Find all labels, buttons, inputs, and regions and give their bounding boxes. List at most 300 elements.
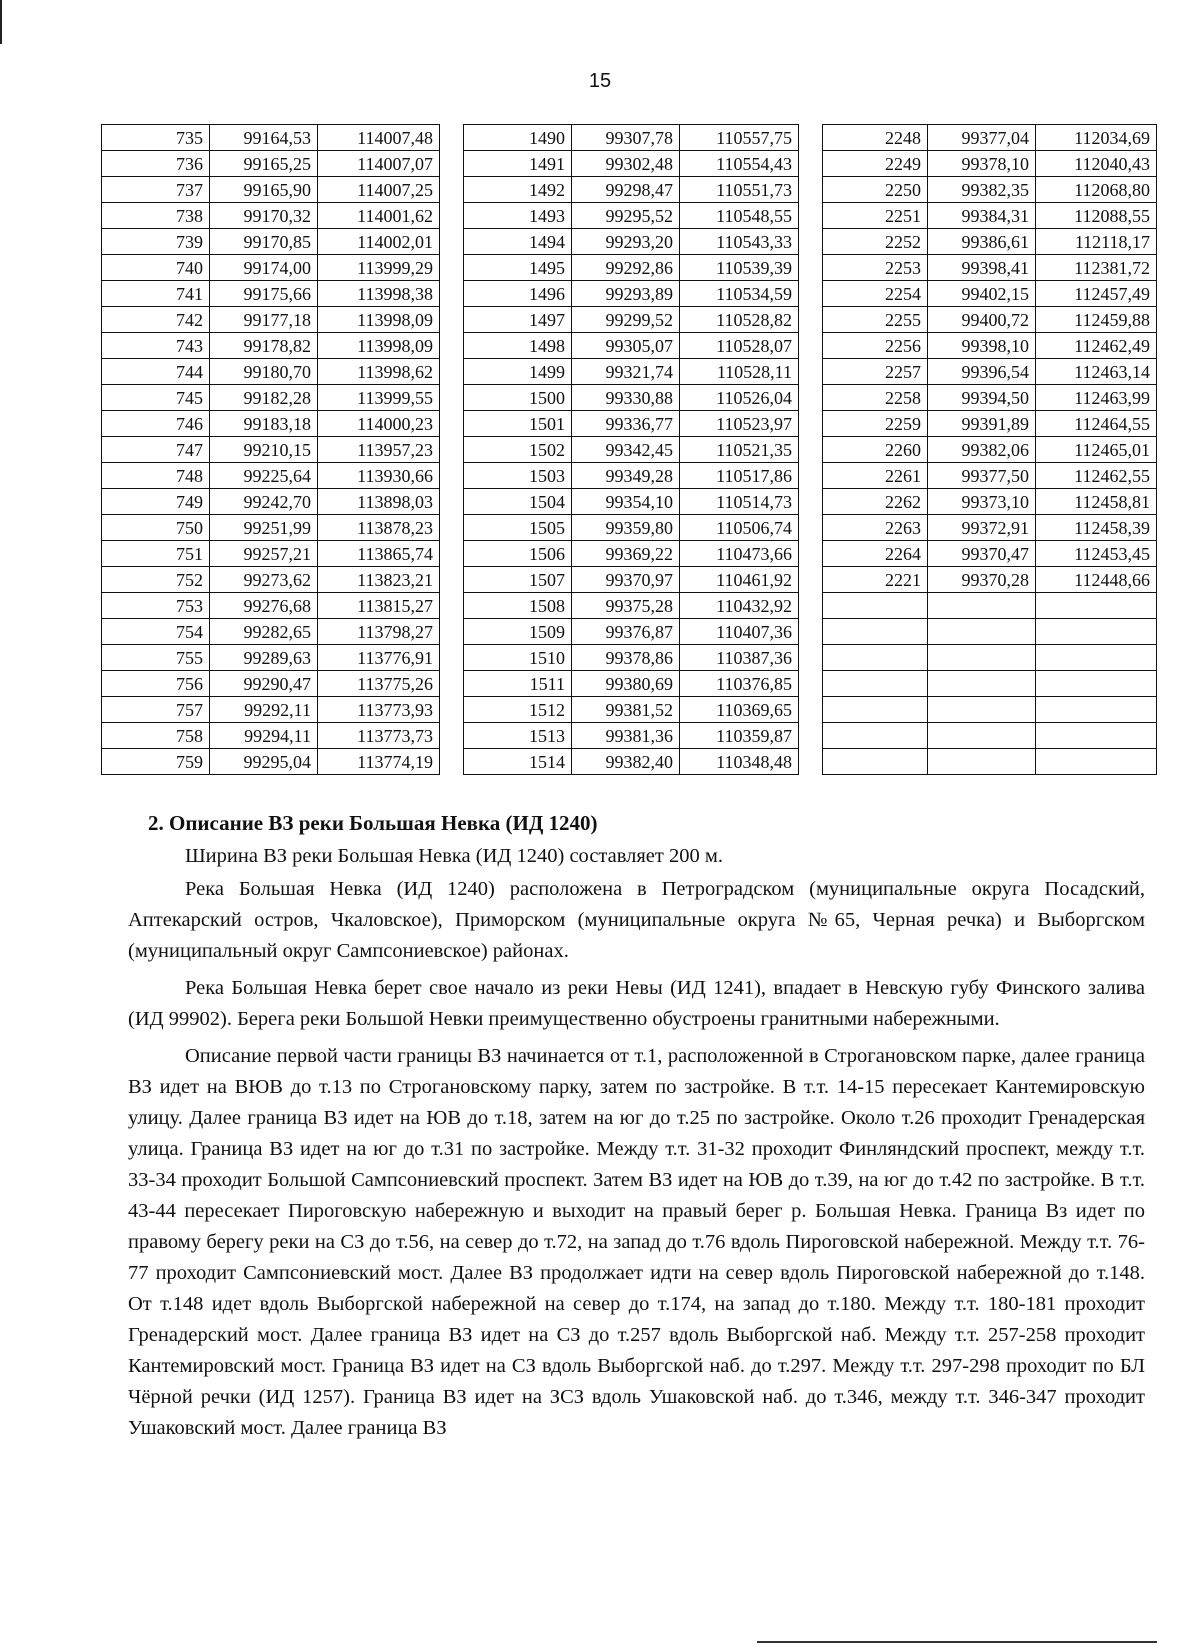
- x-coordinate-cell: 99398,41: [928, 255, 1036, 281]
- table-row: [102, 151, 440, 177]
- table-row: [102, 723, 440, 749]
- x-coordinate-cell: 99294,11: [210, 723, 318, 749]
- y-coordinate-cell: 112463,14: [1036, 359, 1157, 385]
- point-number-cell: 756: [102, 671, 210, 697]
- table-row: [823, 385, 1157, 411]
- x-coordinate-cell: 99251,99: [210, 515, 318, 541]
- table-row: [464, 697, 799, 723]
- table-row: [823, 567, 1157, 593]
- point-number-cell: 758: [102, 723, 210, 749]
- table-row: [102, 541, 440, 567]
- point-number-cell: 2251: [823, 203, 928, 229]
- y-coordinate-cell: 113898,03: [318, 489, 440, 515]
- x-coordinate-cell: 99307,78: [572, 125, 680, 151]
- y-coordinate-cell: 113957,23: [318, 437, 440, 463]
- table-row: [823, 515, 1157, 541]
- table-row: [102, 463, 440, 489]
- point-number-cell: 2260: [823, 437, 928, 463]
- y-coordinate-cell: [1036, 671, 1157, 697]
- point-number-cell: 738: [102, 203, 210, 229]
- table-row: [464, 203, 799, 229]
- table-row: [102, 203, 440, 229]
- table-row: [823, 177, 1157, 203]
- x-coordinate-cell: [928, 697, 1036, 723]
- point-number-cell: 1507: [464, 567, 572, 593]
- x-coordinate-cell: 99174,00: [210, 255, 318, 281]
- y-coordinate-cell: 110461,92: [680, 567, 799, 593]
- point-number-cell: 1491: [464, 151, 572, 177]
- point-number-cell: 759: [102, 749, 210, 775]
- point-number-cell: 1499: [464, 359, 572, 385]
- x-coordinate-cell: 99170,32: [210, 203, 318, 229]
- y-coordinate-cell: [1036, 645, 1157, 671]
- y-coordinate-cell: 112448,66: [1036, 567, 1157, 593]
- x-coordinate-cell: 99292,11: [210, 697, 318, 723]
- y-coordinate-cell: 114001,62: [318, 203, 440, 229]
- point-number-cell: 755: [102, 645, 210, 671]
- y-coordinate-cell: 110526,04: [680, 385, 799, 411]
- y-coordinate-cell: 112459,88: [1036, 307, 1157, 333]
- table-row: [102, 437, 440, 463]
- x-coordinate-cell: 99180,70: [210, 359, 318, 385]
- x-coordinate-cell: 99295,04: [210, 749, 318, 775]
- x-coordinate-cell: 99295,52: [572, 203, 680, 229]
- y-coordinate-cell: [1036, 749, 1157, 775]
- point-number-cell: 742: [102, 307, 210, 333]
- point-number-cell: 1492: [464, 177, 572, 203]
- x-coordinate-cell: 99370,47: [928, 541, 1036, 567]
- y-coordinate-cell: 110548,55: [680, 203, 799, 229]
- x-coordinate-cell: 99394,50: [928, 385, 1036, 411]
- x-coordinate-cell: 99225,64: [210, 463, 318, 489]
- y-coordinate-cell: 110528,07: [680, 333, 799, 359]
- point-number-cell: [823, 593, 928, 619]
- table-row: [102, 489, 440, 515]
- point-number-cell: 757: [102, 697, 210, 723]
- table-row: [823, 593, 1157, 619]
- table-row: [823, 203, 1157, 229]
- x-coordinate-cell: [928, 645, 1036, 671]
- point-number-cell: 1501: [464, 411, 572, 437]
- table-row: [102, 515, 440, 541]
- y-coordinate-cell: 114007,07: [318, 151, 440, 177]
- point-number-cell: 1494: [464, 229, 572, 255]
- point-number-cell: 749: [102, 489, 210, 515]
- y-coordinate-cell: 114007,25: [318, 177, 440, 203]
- coordinates-table-2: [463, 124, 799, 775]
- table-row: [823, 697, 1157, 723]
- y-coordinate-cell: 113775,26: [318, 671, 440, 697]
- table-row: [823, 619, 1157, 645]
- point-number-cell: 2257: [823, 359, 928, 385]
- point-number-cell: [823, 697, 928, 723]
- y-coordinate-cell: 110432,92: [680, 593, 799, 619]
- table-row: [823, 541, 1157, 567]
- x-coordinate-cell: 99293,89: [572, 281, 680, 307]
- x-coordinate-cell: 99257,21: [210, 541, 318, 567]
- x-coordinate-cell: [928, 723, 1036, 749]
- point-number-cell: [823, 723, 928, 749]
- y-coordinate-cell: 113773,93: [318, 697, 440, 723]
- section-title: 2. Описание ВЗ реки Большая Невка (ИД 1240): [148, 811, 598, 835]
- point-number-cell: 743: [102, 333, 210, 359]
- x-coordinate-cell: 99177,18: [210, 307, 318, 333]
- table-row: [823, 463, 1157, 489]
- x-coordinate-cell: 99164,53: [210, 125, 318, 151]
- point-number-cell: 1493: [464, 203, 572, 229]
- point-number-cell: 1495: [464, 255, 572, 281]
- y-coordinate-cell: 113998,62: [318, 359, 440, 385]
- table-row: [102, 359, 440, 385]
- point-number-cell: 2264: [823, 541, 928, 567]
- x-coordinate-cell: [928, 671, 1036, 697]
- point-number-cell: 2250: [823, 177, 928, 203]
- x-coordinate-cell: 99302,48: [572, 151, 680, 177]
- table-row: [102, 411, 440, 437]
- y-coordinate-cell: 112457,49: [1036, 281, 1157, 307]
- table-row: [464, 255, 799, 281]
- point-number-cell: 1500: [464, 385, 572, 411]
- table-row: [102, 307, 440, 333]
- point-number-cell: 1509: [464, 619, 572, 645]
- y-coordinate-cell: 110359,87: [680, 723, 799, 749]
- x-coordinate-cell: 99372,91: [928, 515, 1036, 541]
- y-coordinate-cell: 110407,36: [680, 619, 799, 645]
- y-coordinate-cell: [1036, 619, 1157, 645]
- x-coordinate-cell: 99293,20: [572, 229, 680, 255]
- y-coordinate-cell: 113823,21: [318, 567, 440, 593]
- table-row: [464, 463, 799, 489]
- y-coordinate-cell: 112040,43: [1036, 151, 1157, 177]
- x-coordinate-cell: 99384,31: [928, 203, 1036, 229]
- x-coordinate-cell: 99386,61: [928, 229, 1036, 255]
- x-coordinate-cell: 99400,72: [928, 307, 1036, 333]
- x-coordinate-cell: 99165,25: [210, 151, 318, 177]
- y-coordinate-cell: 113998,38: [318, 281, 440, 307]
- x-coordinate-cell: 99370,28: [928, 567, 1036, 593]
- table-row: [464, 151, 799, 177]
- y-coordinate-cell: 110551,73: [680, 177, 799, 203]
- x-coordinate-cell: 99381,52: [572, 697, 680, 723]
- x-coordinate-cell: 99381,36: [572, 723, 680, 749]
- point-number-cell: 741: [102, 281, 210, 307]
- point-number-cell: 754: [102, 619, 210, 645]
- x-coordinate-cell: 99378,10: [928, 151, 1036, 177]
- x-coordinate-cell: 99305,07: [572, 333, 680, 359]
- point-number-cell: 2255: [823, 307, 928, 333]
- y-coordinate-cell: 113776,91: [318, 645, 440, 671]
- y-coordinate-cell: 113798,27: [318, 619, 440, 645]
- point-number-cell: [823, 619, 928, 645]
- table-row: [823, 411, 1157, 437]
- x-coordinate-cell: [928, 749, 1036, 775]
- x-coordinate-cell: [928, 619, 1036, 645]
- y-coordinate-cell: 114000,23: [318, 411, 440, 437]
- table-row: [464, 489, 799, 515]
- x-coordinate-cell: 99299,52: [572, 307, 680, 333]
- x-coordinate-cell: 99391,89: [928, 411, 1036, 437]
- point-number-cell: 1513: [464, 723, 572, 749]
- y-coordinate-cell: 110528,11: [680, 359, 799, 385]
- paragraph: Река Большая Невка (ИД 1240) расположена в Петроградском (муниципальные округа Посадский, Аптекарский остров, Чкаловское), Приморском (муниципальные округа №65, Черная речка) и Выборгском (муниципальный округ Сампсониевское) районах.: [128, 878, 1145, 962]
- table-row: [464, 385, 799, 411]
- point-number-cell: 747: [102, 437, 210, 463]
- x-coordinate-cell: 99376,87: [572, 619, 680, 645]
- point-number-cell: 1512: [464, 697, 572, 723]
- y-coordinate-cell: 112463,99: [1036, 385, 1157, 411]
- y-coordinate-cell: 112068,80: [1036, 177, 1157, 203]
- point-number-cell: 752: [102, 567, 210, 593]
- table-row: [464, 307, 799, 333]
- table-row: [823, 489, 1157, 515]
- x-coordinate-cell: 99378,86: [572, 645, 680, 671]
- y-coordinate-cell: 112462,49: [1036, 333, 1157, 359]
- y-coordinate-cell: 112088,55: [1036, 203, 1157, 229]
- y-coordinate-cell: 110514,73: [680, 489, 799, 515]
- x-coordinate-cell: 99292,86: [572, 255, 680, 281]
- y-coordinate-cell: 110543,33: [680, 229, 799, 255]
- point-number-cell: 2258: [823, 385, 928, 411]
- table-row: [464, 359, 799, 385]
- table-row: [102, 177, 440, 203]
- y-coordinate-cell: 112458,81: [1036, 489, 1157, 515]
- point-number-cell: 750: [102, 515, 210, 541]
- y-coordinate-cell: [1036, 697, 1157, 723]
- y-coordinate-cell: 110534,59: [680, 281, 799, 307]
- point-number-cell: 2249: [823, 151, 928, 177]
- table-row: [823, 723, 1157, 749]
- y-coordinate-cell: 113998,09: [318, 333, 440, 359]
- x-coordinate-cell: 99321,74: [572, 359, 680, 385]
- x-coordinate-cell: 99382,35: [928, 177, 1036, 203]
- point-number-cell: 1490: [464, 125, 572, 151]
- y-coordinate-cell: 113865,74: [318, 541, 440, 567]
- x-coordinate-cell: 99336,77: [572, 411, 680, 437]
- x-coordinate-cell: 99370,97: [572, 567, 680, 593]
- point-number-cell: 744: [102, 359, 210, 385]
- point-number-cell: 1505: [464, 515, 572, 541]
- y-coordinate-cell: 113930,66: [318, 463, 440, 489]
- x-coordinate-cell: 99175,66: [210, 281, 318, 307]
- table-row: [102, 645, 440, 671]
- point-number-cell: 745: [102, 385, 210, 411]
- y-coordinate-cell: 112458,39: [1036, 515, 1157, 541]
- point-number-cell: 2256: [823, 333, 928, 359]
- table-row: [102, 255, 440, 281]
- y-coordinate-cell: 110348,48: [680, 749, 799, 775]
- point-number-cell: 1497: [464, 307, 572, 333]
- scan-edge-mark: [0, 0, 2, 44]
- table-row: [823, 671, 1157, 697]
- point-number-cell: 2261: [823, 463, 928, 489]
- table-row: [823, 151, 1157, 177]
- y-coordinate-cell: 114002,01: [318, 229, 440, 255]
- point-number-cell: 2248: [823, 125, 928, 151]
- table-row: [464, 645, 799, 671]
- coordinates-table-1: [101, 124, 440, 775]
- x-coordinate-cell: 99276,68: [210, 593, 318, 619]
- x-coordinate-cell: 99298,47: [572, 177, 680, 203]
- point-number-cell: 1510: [464, 645, 572, 671]
- y-coordinate-cell: 110528,82: [680, 307, 799, 333]
- y-coordinate-cell: 110523,97: [680, 411, 799, 437]
- table-row: [464, 411, 799, 437]
- y-coordinate-cell: 113999,55: [318, 385, 440, 411]
- table-row: [102, 229, 440, 255]
- x-coordinate-cell: 99396,54: [928, 359, 1036, 385]
- y-coordinate-cell: 112453,45: [1036, 541, 1157, 567]
- x-coordinate-cell: 99273,62: [210, 567, 318, 593]
- x-coordinate-cell: 99373,10: [928, 489, 1036, 515]
- x-coordinate-cell: 99210,15: [210, 437, 318, 463]
- table-row: [823, 307, 1157, 333]
- table-row: [102, 281, 440, 307]
- table-row: [823, 125, 1157, 151]
- x-coordinate-cell: 99342,45: [572, 437, 680, 463]
- x-coordinate-cell: 99289,63: [210, 645, 318, 671]
- page-bottom-rule: [757, 1641, 1157, 1643]
- point-number-cell: 2252: [823, 229, 928, 255]
- table-row: [823, 359, 1157, 385]
- table-row: [823, 281, 1157, 307]
- table-row: [102, 333, 440, 359]
- x-coordinate-cell: 99349,28: [572, 463, 680, 489]
- y-coordinate-cell: 114007,48: [318, 125, 440, 151]
- point-number-cell: 739: [102, 229, 210, 255]
- table-row: [464, 541, 799, 567]
- table-row: [823, 333, 1157, 359]
- x-coordinate-cell: 99178,82: [210, 333, 318, 359]
- y-coordinate-cell: 110473,66: [680, 541, 799, 567]
- point-number-cell: 737: [102, 177, 210, 203]
- y-coordinate-cell: 110376,85: [680, 671, 799, 697]
- table-row: [823, 437, 1157, 463]
- point-number-cell: 1502: [464, 437, 572, 463]
- point-number-cell: 748: [102, 463, 210, 489]
- x-coordinate-cell: 99382,40: [572, 749, 680, 775]
- point-number-cell: 2263: [823, 515, 928, 541]
- y-coordinate-cell: 110557,75: [680, 125, 799, 151]
- x-coordinate-cell: 99369,22: [572, 541, 680, 567]
- table-row: [823, 255, 1157, 281]
- section-body: [128, 841, 1145, 1448]
- x-coordinate-cell: 99183,18: [210, 411, 318, 437]
- x-coordinate-cell: 99380,69: [572, 671, 680, 697]
- table-row: [464, 515, 799, 541]
- y-coordinate-cell: 113774,19: [318, 749, 440, 775]
- table-row: [102, 593, 440, 619]
- point-number-cell: 1506: [464, 541, 572, 567]
- table-row: [102, 619, 440, 645]
- y-coordinate-cell: [1036, 593, 1157, 619]
- y-coordinate-cell: 112381,72: [1036, 255, 1157, 281]
- table-row: [464, 593, 799, 619]
- table-row: [102, 671, 440, 697]
- table-row: [102, 749, 440, 775]
- paragraph: Река Большая Невка берет свое начало из реки Невы (ИД 1241), впадает в Невскую губу Финского залива (ИД 99902). Берега реки Большой Невки преимущественно обустроены гранитными набережными.: [128, 977, 1145, 1030]
- point-number-cell: 2221: [823, 567, 928, 593]
- y-coordinate-cell: 110521,35: [680, 437, 799, 463]
- point-number-cell: 753: [102, 593, 210, 619]
- y-coordinate-cell: 113773,73: [318, 723, 440, 749]
- y-coordinate-cell: 110539,39: [680, 255, 799, 281]
- x-coordinate-cell: 99290,47: [210, 671, 318, 697]
- y-coordinate-cell: 110517,86: [680, 463, 799, 489]
- point-number-cell: 736: [102, 151, 210, 177]
- point-number-cell: [823, 749, 928, 775]
- y-coordinate-cell: 112034,69: [1036, 125, 1157, 151]
- x-coordinate-cell: 99375,28: [572, 593, 680, 619]
- table-row: [823, 749, 1157, 775]
- point-number-cell: 1503: [464, 463, 572, 489]
- y-coordinate-cell: 113878,23: [318, 515, 440, 541]
- x-coordinate-cell: [928, 593, 1036, 619]
- table-row: [102, 567, 440, 593]
- x-coordinate-cell: 99282,65: [210, 619, 318, 645]
- point-number-cell: 1496: [464, 281, 572, 307]
- table-row: [464, 437, 799, 463]
- x-coordinate-cell: 99359,80: [572, 515, 680, 541]
- y-coordinate-cell: [1036, 723, 1157, 749]
- table-row: [464, 281, 799, 307]
- point-number-cell: 746: [102, 411, 210, 437]
- point-number-cell: 2253: [823, 255, 928, 281]
- x-coordinate-cell: 99330,88: [572, 385, 680, 411]
- point-number-cell: 1514: [464, 749, 572, 775]
- coordinates-table-3: [822, 124, 1157, 775]
- x-coordinate-cell: 99377,50: [928, 463, 1036, 489]
- table-row: [464, 125, 799, 151]
- y-coordinate-cell: 113815,27: [318, 593, 440, 619]
- table-row: [102, 385, 440, 411]
- point-number-cell: 2259: [823, 411, 928, 437]
- point-number-cell: 735: [102, 125, 210, 151]
- x-coordinate-cell: 99398,10: [928, 333, 1036, 359]
- point-number-cell: 2254: [823, 281, 928, 307]
- x-coordinate-cell: 99165,90: [210, 177, 318, 203]
- y-coordinate-cell: 110554,43: [680, 151, 799, 177]
- x-coordinate-cell: 99382,06: [928, 437, 1036, 463]
- table-row: [464, 749, 799, 775]
- x-coordinate-cell: 99242,70: [210, 489, 318, 515]
- table-row: [464, 671, 799, 697]
- table-row: [464, 333, 799, 359]
- point-number-cell: 2262: [823, 489, 928, 515]
- y-coordinate-cell: 112465,01: [1036, 437, 1157, 463]
- point-number-cell: 1498: [464, 333, 572, 359]
- table-row: [464, 567, 799, 593]
- y-coordinate-cell: 112462,55: [1036, 463, 1157, 489]
- x-coordinate-cell: 99402,15: [928, 281, 1036, 307]
- y-coordinate-cell: 112118,17: [1036, 229, 1157, 255]
- point-number-cell: 1508: [464, 593, 572, 619]
- table-row: [823, 645, 1157, 671]
- y-coordinate-cell: 113999,29: [318, 255, 440, 281]
- paragraph: Описание первой части границы ВЗ начинается от т.1, расположенной в Строгановском парке, далее граница ВЗ идет на ВЮВ до т.13 по Строгановскому парку, затем по застройке. В т.т. 14-15 пересекает Кантемировскую улицу. Далее граница ВЗ идет на ЮВ до т.18, затем на юг до т.25 по застройке. Около т.26 проходит Гренадерская улица. Граница ВЗ идет на юг до т.31 по застройке. Между т.т. 31-32 проходит Финляндский проспект, между т.т. 33-34 проходит Большой Сампсониевский проспект. Затем ВЗ идет на ЮВ до т.39, на юг до т.42 по застройке. В т.т. 43-44 пересекает Пироговскую набережную и выходит на правый берег р. Большая Невка. Граница Вз идет по правому берегу реки на СЗ до т.56, на север до т.72, на запад до т.76 вдоль Пироговской набережной. Между т.т. 76-77 проходит Сампсониевский мост. Далее ВЗ продолжает идти на север вдоль Пироговской набережной до т.148. От т.148 идет вдоль Выборгской набережной на север до т.174, на запад до т.180. Между т.т. 180-181 проходит Гренадерский мост. Далее граница ВЗ идет на СЗ до т.257 вдоль Выборгской наб. Между т.т. 257-258 проходит Кантемировский мост. Граница ВЗ идет на СЗ вдоль Выборгской наб. до т.297. Между т.т. 297-298 проходит по БЛ Чёрной речки (ИД 1257). Граница ВЗ идет на ЗСЗ вдоль Ушаковской наб. до т.346, между т.т. 346-347 проходит Ушаковский мост. Далее граница ВЗ: [128, 1045, 1145, 1439]
- y-coordinate-cell: 110387,36: [680, 645, 799, 671]
- table-row: [102, 697, 440, 723]
- point-number-cell: 1511: [464, 671, 572, 697]
- point-number-cell: [823, 671, 928, 697]
- point-number-cell: 751: [102, 541, 210, 567]
- y-coordinate-cell: 110369,65: [680, 697, 799, 723]
- x-coordinate-cell: 99170,85: [210, 229, 318, 255]
- point-number-cell: 740: [102, 255, 210, 281]
- page-number: 15: [588, 70, 612, 92]
- point-number-cell: 1504: [464, 489, 572, 515]
- x-coordinate-cell: 99354,10: [572, 489, 680, 515]
- x-coordinate-cell: 99377,04: [928, 125, 1036, 151]
